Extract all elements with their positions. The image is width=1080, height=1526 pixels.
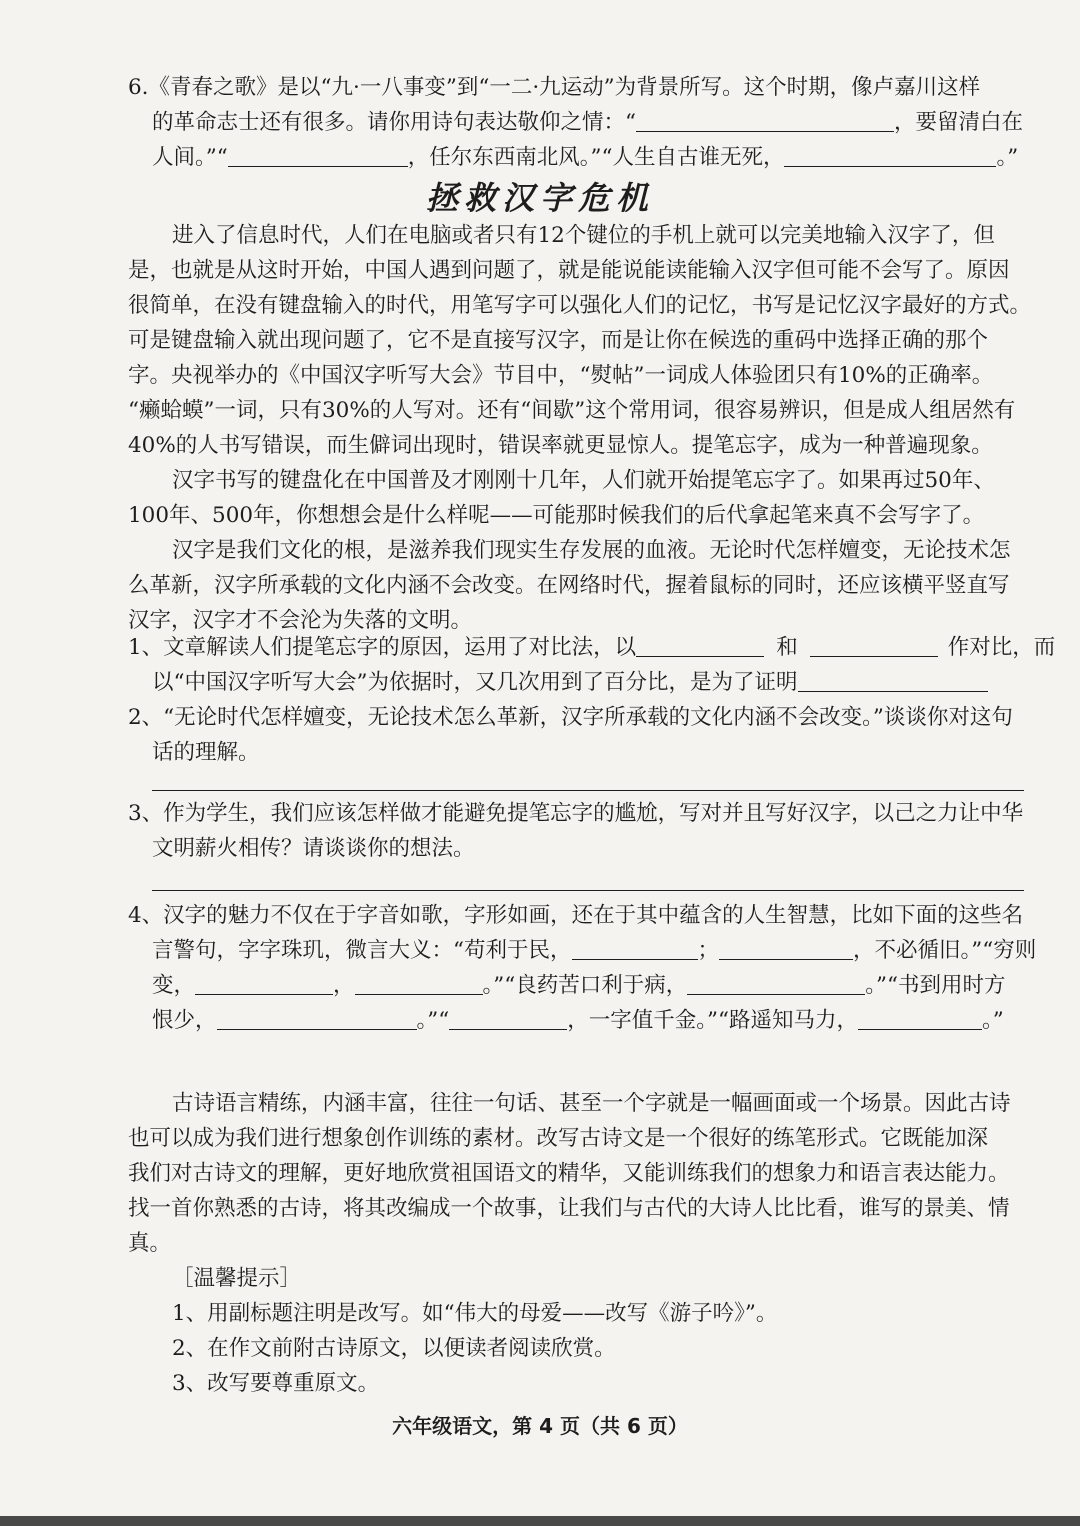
essay-prompt <box>128 1086 1050 1401</box>
questions-1-2 <box>128 630 1056 770</box>
answer-blank[interactable] <box>636 634 764 657</box>
answer-blank[interactable] <box>798 669 988 692</box>
q4-text: 。” <box>981 1008 1004 1033</box>
question-3 <box>128 796 1050 866</box>
essay-line: 我们对古诗文的理解，更好地欣赏祖国语文的精华，又能训练我们的想象力和语言表达能力。 <box>128 1161 1010 1186</box>
answer-blank[interactable] <box>687 972 865 995</box>
scan-edge <box>0 1516 1080 1526</box>
passage-line: 40%的人书写错误，而生僻词出现时，错误率就更显惊人。提笔忘字，成为一种普遍现象。 <box>128 433 993 458</box>
q4-text: 言警句，字字珠玑，微言大义：“苟利于民， <box>152 938 572 963</box>
answer-blank[interactable] <box>636 109 894 132</box>
q3-line-2: 文明薪火相传？请谈谈你的想法。 <box>152 836 475 861</box>
q6-line-1: 6.《青春之歌》是以“九·一八事变”到“一二·九运动”为背景所写。这个时期，像卢嘉川这样 <box>128 75 981 100</box>
tip-item: 2、在作文前附古诗原文，以便读者阅读欣赏。 <box>172 1336 616 1361</box>
passage-line: 是，也就是从这时开始，中国人遇到问题了，就是能说能读能输入汉字但可能不会写了。原因 <box>128 258 1010 283</box>
q4-text: 。”“书到用时方 <box>865 973 1006 998</box>
q6-text-a: 的革命志士还有很多。请你用诗句表达敬仰之情：“ <box>152 110 636 135</box>
q4-text: ， <box>333 973 355 998</box>
passage-line: 进入了信息时代，人们在电脑或者只有12个键位的手机上就可以完美地输入汉字了，但 <box>172 223 995 248</box>
answer-line[interactable] <box>152 790 1024 791</box>
q1-text-d: 以“中国汉字听写大会”为依据时，又几次用到了百分比，是为了证明 <box>152 670 798 695</box>
article-passage <box>128 218 1050 638</box>
answer-blank[interactable] <box>572 937 698 960</box>
q4-line-2 <box>128 933 1050 968</box>
answer-blank[interactable] <box>195 972 333 995</box>
q4-text: 变， <box>152 973 196 998</box>
q4-text: ，不必循旧。”“穷则 <box>853 938 1037 963</box>
answer-blank[interactable] <box>355 972 483 995</box>
q4-text: 恨少， <box>152 1008 217 1033</box>
q1-text-b: 和 <box>776 635 798 660</box>
answer-blank[interactable] <box>228 144 408 167</box>
question-6 <box>128 70 1050 175</box>
q4-text: 。”“良药苦口利于病， <box>482 973 688 998</box>
passage-line: 100年、500年，你想想会是什么样呢——可能那时候我们的后代拿起笔来真不会写字了。 <box>128 503 985 528</box>
q4-line-1: 4、汉字的魅力不仅在于字音如歌，字形如画，还在于其中蕴含的人生智慧，比如下面的这些名 <box>128 903 1024 928</box>
q1-line-2 <box>128 665 1050 700</box>
q4-line-3 <box>128 968 1050 1003</box>
page-footer: 六年级语文，第 4 页（共 6 页） <box>392 1414 688 1438</box>
q4-line-4 <box>128 1003 1050 1038</box>
passage-line: 很简单，在没有键盘输入的时代，用笔写字可以强化人们的记忆，书写是记忆汉字最好的方式。 <box>128 293 1032 318</box>
passage-line: 汉字书写的键盘化在中国普及才刚刚十几年，人们就开始提笔忘字了。如果再过50年、 <box>172 468 995 493</box>
q6-text-b: ，要留清白在 <box>894 110 1024 135</box>
q3-line-1: 3、作为学生，我们应该怎样做才能避免提笔忘字的尴尬，写对并且写好汉字，以己之力让中华 <box>128 801 1024 826</box>
q4-text: 。”“ <box>416 1008 450 1033</box>
passage-line: 字。央视举办的《中国汉字听写大会》节目中，“熨帖”一词成人体验团只有10%的正确率。 <box>128 363 994 388</box>
q2-line-1: 2、“无论时代怎样嬗变，无论技术怎么革新，汉字所承载的文化内涵不会改变。”谈谈你对这句 <box>128 705 1013 730</box>
q1-line-1 <box>128 630 1056 665</box>
tip-item: 3、改写要尊重原文。 <box>172 1371 380 1396</box>
q6-text-c: 人间。”“ <box>152 145 228 170</box>
essay-line: 找一首你熟悉的古诗，将其改编成一个故事，让我们与古代的大诗人比比看，谁写的景美、情 <box>128 1196 1010 1221</box>
q4-text: ； <box>697 938 720 963</box>
tips-title: ［温馨提示］ <box>172 1266 302 1291</box>
q4-text: ，一字值千金。”“路遥知马力， <box>567 1008 858 1033</box>
answer-blank[interactable] <box>784 144 996 167</box>
answer-line[interactable] <box>152 890 1024 891</box>
q1-text-a: 1、文章解读人们提笔忘字的原因，运用了对比法，以 <box>128 635 637 660</box>
q6-text-d: ，任尔东西南北风。”“人生自古谁无死， <box>407 145 785 170</box>
article-title: 拯救汉字危机 <box>425 179 654 217</box>
question-4 <box>128 898 1050 1038</box>
answer-blank[interactable] <box>810 634 938 657</box>
essay-line: 也可以成为我们进行想象创作训练的素材。改写古诗文是一个很好的练笔形式。它既能加深 <box>128 1126 989 1151</box>
answer-blank[interactable] <box>217 1007 417 1030</box>
tip-item: 1、用副标题注明是改写。如“伟大的母爱——改写《游子吟》”。 <box>172 1301 778 1326</box>
essay-line: 古诗语言精练，内涵丰富，往往一句话、甚至一个字就是一幅画面或一个场景。因此古诗 <box>172 1091 1011 1116</box>
q6-line-2 <box>128 105 1050 140</box>
q2-line-2: 话的理解。 <box>152 740 260 765</box>
q6-text-e: 。” <box>996 145 1019 170</box>
passage-line: 么革新，汉字所承载的文化内涵不会改变。在网络时代，握着鼠标的同时，还应该横平竖直写 <box>128 573 1010 598</box>
essay-line: 真。 <box>128 1231 172 1256</box>
answer-blank[interactable] <box>449 1007 567 1030</box>
passage-line: “癞蛤蟆”一词，只有30%的人写对。还有“间歇”这个常用词，很容易辨识，但是成人组居然有 <box>128 398 1016 423</box>
passage-line: 可是键盘输入就出现问题了，它不是直接写汉字，而是让你在候选的重码中选择正确的那个 <box>128 328 989 353</box>
passage-line: 汉字是我们文化的根，是滋养我们现实生存发展的血液。无论时代怎样嬗变，无论技术怎 <box>172 538 1011 563</box>
q1-text-c: 作对比，而 <box>947 635 1056 660</box>
answer-blank[interactable] <box>719 937 853 960</box>
passage-line: 汉字，汉字才不会沦为失落的文明。 <box>128 608 473 633</box>
q6-line-3 <box>128 140 1050 175</box>
answer-blank[interactable] <box>858 1007 982 1030</box>
